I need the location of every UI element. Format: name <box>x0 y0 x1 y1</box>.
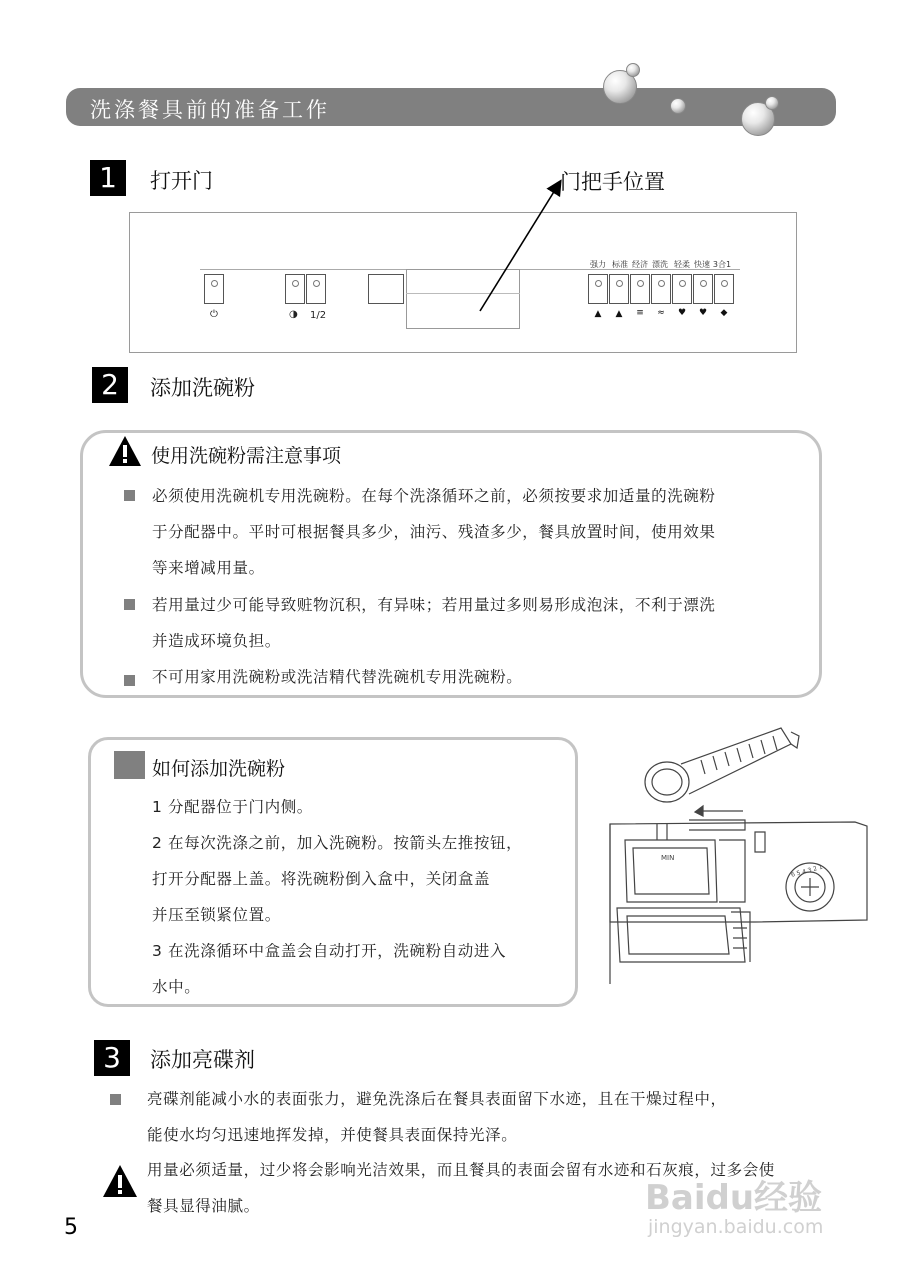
quick-icon: ♥ <box>698 308 708 318</box>
rinse-aid-warning: 用量必须适量，过少将会影响光洁效果，而且餐具的表面会留有水迹和石灰痕，过多会使 餐具显得油腻。 <box>147 1161 775 1215</box>
pot-icon: ▲ <box>615 309 623 319</box>
step-title: 添加亮碟剂 <box>150 1048 255 1072</box>
caution-title: 使用洗碗粉需注意事项 <box>151 445 342 467</box>
bubble-decoration <box>626 63 640 77</box>
rinse-aid-text: 亮碟剂能减小水的表面张力，避免洗涤后在餐具表面留下水迹，且在干燥过程中， 能使水均匀迅速地挥发掉，并使餐具表面保持光泽。 <box>147 1090 727 1144</box>
step-title: 添加洗碗粉 <box>150 376 255 400</box>
howto-marker <box>114 751 145 779</box>
control-panel-illustration <box>129 212 797 353</box>
watermark-url: jingyan.baidu.com <box>648 1216 824 1238</box>
program-button <box>630 274 650 304</box>
howto-text: 1 分配器位于门内侧。 2 在每次洗涤之前，加入洗碗粉。按箭头左推按钮， 打开分配器上盖。将洗碗粉倒入盒中，关闭盒盖 并压至锁紧位置。 3 在洗涤循环中盒盖会自动打开，洗碗粉自动进入 水中。 <box>152 798 523 996</box>
step-title: 打开门 <box>150 169 213 193</box>
dispenser-min-label: MIN <box>661 854 675 862</box>
program-button <box>693 274 713 304</box>
bullet-square <box>124 675 135 686</box>
program-button <box>651 274 671 304</box>
delay-button <box>285 274 305 304</box>
program-label-rinse: 漂洗 <box>652 260 668 269</box>
page-number: 5 <box>64 1215 78 1240</box>
watermark-brand: Baidu经验 <box>645 1178 823 1218</box>
program-button <box>609 274 629 304</box>
program-label-gentle: 轻柔 <box>674 260 690 269</box>
power-icon: ⏻ <box>210 309 218 320</box>
bullet-square <box>124 599 135 610</box>
warning-icon <box>107 434 143 468</box>
program-button <box>714 274 734 304</box>
caution-text: 不可用家用洗碗粉或洗洁精代替洗碗机专用洗碗粉。 <box>152 668 523 686</box>
door-handle-label: 门把手位置 <box>560 170 665 194</box>
howto-title: 如何添加洗碗粉 <box>152 758 286 780</box>
dispenser-dial-label: 6 5 4 3 2 1 <box>790 863 824 879</box>
step-number: 3 <box>94 1040 130 1076</box>
caution-text: 必须使用洗碗机专用洗碗粉。在每个洗涤循环之前，必须按要求加适量的洗碗粉 于分配器中。平时可根据餐具多少，油污、残渣多少，餐具放置时间，使用效果 等来增减用量。 <box>152 487 716 577</box>
program-label-eco: 经济 <box>632 260 648 269</box>
program-button <box>672 274 692 304</box>
program-label-3in1: 3合1 <box>712 260 732 269</box>
warning-icon <box>101 1163 139 1199</box>
plate-icon: ≡ <box>636 308 644 318</box>
bullet-square <box>110 1094 121 1105</box>
display-window <box>368 274 404 304</box>
program-label-intensive: 强力 <box>590 260 606 269</box>
program-label-quick: 快速 <box>694 260 710 269</box>
caution-text: 若用量过少可能导致赃物沉积，有异味；若用量过多则易形成泡沫，不利于漂洗 并造成环境负担。 <box>152 596 716 650</box>
step-number: 1 <box>90 160 126 196</box>
power-button <box>204 274 224 304</box>
pot-icon: ▲ <box>594 309 602 319</box>
bullet-square <box>124 490 135 501</box>
pointer-arrow <box>470 170 570 315</box>
step-number: 2 <box>92 367 128 403</box>
half-load-label: 1/2 <box>310 310 327 321</box>
bubble-decoration <box>765 96 779 110</box>
page-title: 洗涤餐具前的准备工作 <box>90 98 330 122</box>
bubble-decoration <box>670 98 686 114</box>
program-button <box>588 274 608 304</box>
rinse-icon: ≈ <box>657 308 665 318</box>
delay-icon: ◑ <box>289 309 298 320</box>
glass-icon: ♥ <box>677 308 687 318</box>
dispenser-illustration <box>605 722 870 984</box>
half-load-button <box>306 274 326 304</box>
tablet-icon: ◆ <box>720 308 728 318</box>
program-label-normal: 标准 <box>612 260 628 269</box>
